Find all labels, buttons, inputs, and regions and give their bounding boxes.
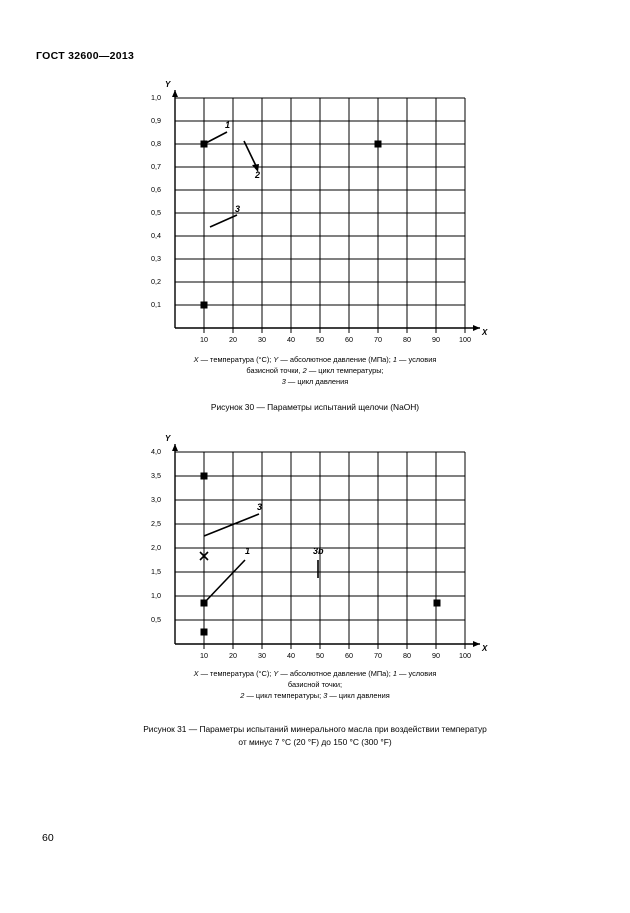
x-tick-label: 50: [316, 335, 324, 344]
series-label-1: 1: [225, 120, 231, 130]
note-text: — абсолютное давление (МПа);: [278, 669, 393, 678]
x-tick-label: 60: [345, 651, 353, 660]
y-tick-label: 1,5: [151, 567, 161, 576]
page-number: 60: [42, 832, 54, 844]
x-tick-label: 90: [432, 651, 440, 660]
note-text: — цикл температуры;: [244, 691, 324, 700]
x-tick-label: 60: [345, 335, 353, 344]
x-tick-label: 80: [403, 651, 411, 660]
note-symbol-1: 1: [392, 669, 397, 678]
figure-31-note: [115, 668, 515, 701]
figure-31-title-line2: от минус 7 °С (20 °F) до 150 °С (300 °F): [238, 737, 392, 747]
note-text: — условия базисной точки,: [246, 355, 437, 375]
y-tick-label: 0,5: [151, 208, 161, 217]
y-tick-label: 1,0: [151, 93, 161, 102]
x-tick-label: 20: [229, 335, 237, 344]
x-tick-label: 90: [432, 335, 440, 344]
y-axis-label: Y: [165, 80, 171, 89]
note-text: — цикл давления: [285, 377, 349, 386]
data-marker: [201, 473, 208, 480]
figure-31-title: [115, 723, 515, 749]
standard-header: ГОСТ 32600—2013: [36, 50, 135, 62]
note-symbol-y: Y: [273, 669, 279, 678]
figure-31-title-line1: Рисунок 31 — Параметры испытаний минерального масла при воздействии температур: [143, 724, 487, 734]
chart-31-wrap: [115, 432, 515, 749]
y-tick-label: 2,5: [151, 519, 161, 528]
note-symbol-3: 3: [281, 377, 286, 386]
chart-31: [115, 432, 515, 662]
note-text: — цикл температуры;: [306, 366, 384, 375]
x-tick-label: 10: [200, 335, 208, 344]
data-marker: [201, 629, 208, 636]
note-text: — условия базисной точки;: [287, 669, 437, 689]
y-tick-label: 0,6: [151, 185, 161, 194]
note-symbol-3: 3: [323, 691, 328, 700]
y-tick-label: 3,5: [151, 471, 161, 480]
note-symbol-2: 2: [240, 691, 245, 700]
y-axis-label: Y: [165, 434, 171, 443]
x-tick-label: 70: [374, 651, 382, 660]
x-axis-label: X: [482, 644, 488, 653]
series-label-3: 3: [235, 204, 241, 214]
y-tick-label: 0,7: [151, 162, 161, 171]
x-axis-label: X: [482, 328, 488, 337]
note-text: — цикл давления: [327, 691, 390, 700]
note-text: — температура (°С);: [198, 355, 274, 364]
x-tick-label: 10: [200, 651, 208, 660]
chart-30: [115, 78, 515, 348]
chart-30-svg: [115, 78, 515, 348]
y-tick-label: 4,0: [151, 447, 161, 456]
y-tick-label: 0,5: [151, 615, 161, 624]
series-label-1: 1: [245, 546, 251, 556]
note-symbol-2: 2: [302, 366, 307, 375]
x-tick-label: 40: [287, 335, 295, 344]
note-symbol-y: Y: [273, 355, 279, 364]
y-tick-label: 3,0: [151, 495, 161, 504]
data-marker: [201, 302, 208, 309]
data-marker: [375, 141, 382, 148]
y-tick-label: 2,0: [151, 543, 161, 552]
figure-30-note: [115, 354, 515, 387]
note-symbol-x: X: [193, 669, 199, 678]
y-tick-label: 0,8: [151, 139, 161, 148]
series-label-2: 2: [255, 170, 261, 180]
chart-30-wrap: [115, 78, 515, 414]
figure-31: [0, 432, 630, 749]
x-tick-label: 20: [229, 651, 237, 660]
note-symbol-1: 1: [392, 355, 397, 364]
x-tick-label: 100: [459, 335, 471, 344]
x-tick-label: 100: [459, 651, 471, 660]
y-tick-label: 1,0: [151, 591, 161, 600]
x-tick-label: 80: [403, 335, 411, 344]
y-tick-label: 0,3: [151, 254, 161, 263]
x-tick-label: 40: [287, 651, 295, 660]
y-tick-label: 0,9: [151, 116, 161, 125]
series-label-3-lower: 3b: [313, 546, 324, 556]
note-text: — абсолютное давление (МПа);: [278, 355, 393, 364]
figure-30-title: Рисунок 30 — Параметры испытаний щелочи (NaOH): [210, 402, 420, 412]
y-tick-label: 0,1: [151, 300, 161, 309]
note-symbol-x: X: [193, 355, 199, 364]
note-text: — температура (°С);: [198, 669, 274, 678]
series-label-3-upper: 3: [257, 502, 263, 512]
y-tick-label: 0,2: [151, 277, 161, 286]
figure-30: [0, 78, 630, 414]
x-tick-label: 70: [374, 335, 382, 344]
x-tick-label: 30: [258, 651, 266, 660]
x-tick-label: 30: [258, 335, 266, 344]
data-marker: [434, 600, 441, 607]
y-tick-label: 0,4: [151, 231, 161, 240]
x-tick-label: 50: [316, 651, 324, 660]
